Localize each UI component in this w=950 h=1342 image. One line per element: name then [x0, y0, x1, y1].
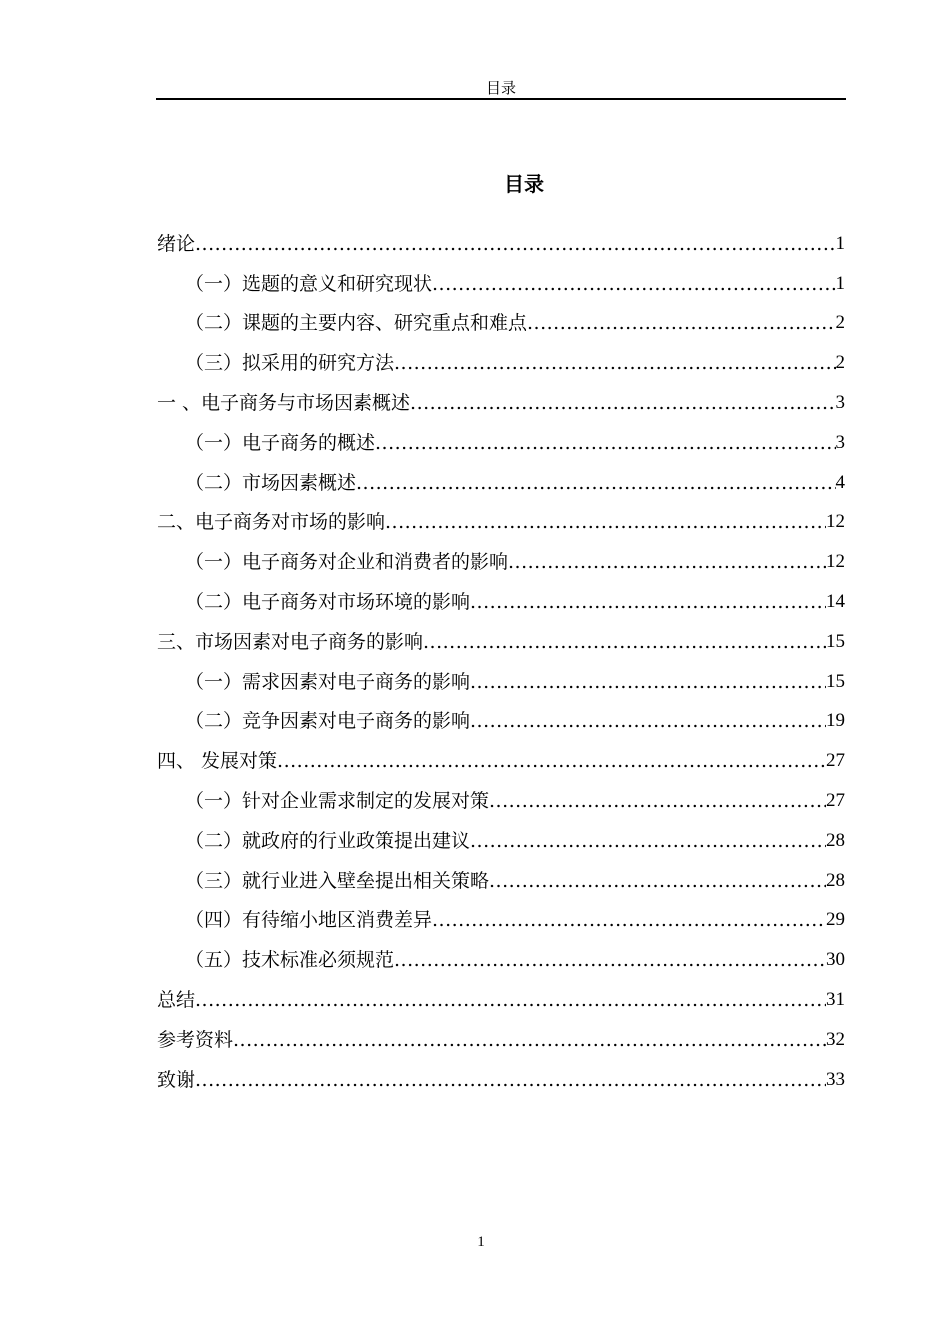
toc-entry-text: （二）市场因素概述	[185, 471, 357, 494]
toc-entry-text: 参考资料	[157, 1028, 234, 1051]
toc-entry[interactable]	[157, 777, 845, 817]
toc-list	[157, 220, 845, 1096]
toc-entry-text: （二）就政府的行业政策提出建议	[185, 829, 471, 852]
toc-entry-text: （二）竞争因素对电子商务的影响	[185, 710, 471, 733]
toc-entry-page: 2	[835, 352, 845, 374]
toc-entry-page: 4	[835, 471, 845, 493]
toc-entry-page: 15	[826, 630, 845, 652]
toc-dot-leader	[385, 509, 826, 538]
toc-entry[interactable]	[157, 737, 845, 777]
toc-entry-text: （一）针对企业需求制定的发展对策	[185, 789, 490, 812]
toc-entry[interactable]	[157, 260, 845, 300]
toc-entry[interactable]	[157, 897, 845, 937]
toc-dot-leader	[489, 788, 826, 817]
toc-entry-text: 绪论	[157, 232, 196, 255]
toc-dot-leader	[356, 470, 835, 499]
toc-entry-page: 12	[826, 551, 845, 573]
toc-entry-page: 15	[826, 670, 845, 692]
toc-entry[interactable]	[157, 499, 845, 539]
toc-entry-page: 14	[826, 590, 845, 612]
toc-dot-leader	[432, 907, 826, 936]
toc-entry-page: 1	[835, 272, 845, 294]
toc-dot-leader	[527, 310, 835, 339]
toc-entry-page: 32	[826, 1028, 845, 1050]
toc-entry[interactable]	[157, 379, 845, 419]
toc-dot-leader	[489, 868, 826, 897]
toc-dot-leader	[470, 589, 826, 618]
toc-dot-leader	[470, 669, 826, 698]
toc-entry-text: （一）电子商务对企业和消费者的影响	[185, 551, 509, 574]
toc-entry-page: 28	[826, 829, 845, 851]
toc-dot-leader	[470, 708, 826, 737]
toc-dot-leader	[508, 549, 826, 578]
toc-title: 目录	[504, 172, 544, 196]
toc-entry-text: （四）有待缩小地区消费差异	[185, 909, 433, 932]
toc-entry[interactable]	[157, 658, 845, 698]
toc-entry-page: 3	[835, 431, 845, 453]
toc-entry-page: 27	[826, 789, 845, 811]
toc-entry[interactable]	[157, 339, 845, 379]
toc-entry-text: 四、 发展对策	[157, 750, 278, 773]
toc-dot-leader	[195, 987, 826, 1016]
toc-entry[interactable]	[157, 698, 845, 738]
toc-entry[interactable]	[157, 618, 845, 658]
toc-entry[interactable]	[157, 578, 845, 618]
toc-entry-page: 1	[835, 232, 845, 254]
toc-entry-page: 27	[826, 750, 845, 772]
toc-entry-text: 二、电子商务对市场的影响	[157, 511, 386, 534]
toc-entry-text: 三、市场因素对电子商务的影响	[157, 630, 424, 653]
toc-dot-leader	[410, 390, 835, 419]
toc-entry[interactable]	[157, 220, 845, 260]
toc-dot-leader	[195, 231, 835, 260]
toc-entry[interactable]	[157, 459, 845, 499]
toc-dot-leader	[394, 947, 826, 976]
toc-entry-text: 总结	[157, 988, 196, 1011]
toc-entry-page: 19	[826, 710, 845, 732]
toc-entry-page: 3	[835, 391, 845, 413]
toc-dot-leader	[423, 629, 826, 658]
header-rule	[156, 98, 846, 100]
toc-entry-text: 致谢	[157, 1068, 196, 1091]
toc-entry-text: （一）需求因素对电子商务的影响	[185, 670, 471, 693]
toc-entry-text: （二）课题的主要内容、研究重点和难点	[185, 312, 528, 335]
toc-entry-page: 33	[826, 1068, 845, 1090]
toc-dot-leader	[394, 350, 835, 379]
toc-entry[interactable]	[157, 1016, 845, 1056]
toc-entry[interactable]	[157, 817, 845, 857]
toc-entry-text: （一）选题的意义和研究现状	[185, 272, 433, 295]
toc-entry-text: （三）就行业进入壁垒提出相关策略	[185, 869, 490, 892]
toc-entry-page: 2	[835, 312, 845, 334]
toc-entry[interactable]	[157, 300, 845, 340]
toc-entry[interactable]	[157, 1056, 845, 1096]
toc-dot-leader	[195, 1067, 826, 1096]
toc-entry-page: 30	[826, 949, 845, 971]
toc-entry-text: （五）技术标准必须规范	[185, 949, 395, 972]
toc-dot-leader	[233, 1027, 826, 1056]
toc-entry-text: （三）拟采用的研究方法	[185, 352, 395, 375]
toc-entry-page: 31	[826, 988, 845, 1010]
toc-entry-text: （一）电子商务的概述	[185, 431, 376, 454]
toc-entry[interactable]	[157, 857, 845, 897]
toc-dot-leader	[432, 271, 835, 300]
toc-dot-leader	[470, 828, 826, 857]
toc-dot-leader	[277, 748, 826, 777]
page-number: 1	[477, 1234, 485, 1250]
toc-dot-leader	[375, 430, 835, 459]
toc-entry[interactable]	[157, 419, 845, 459]
toc-entry[interactable]	[157, 976, 845, 1016]
toc-entry-text: 一 、电子商务与市场因素概述	[157, 391, 411, 414]
toc-entry-page: 28	[826, 869, 845, 891]
toc-entry[interactable]	[157, 538, 845, 578]
toc-entry-page: 29	[826, 909, 845, 931]
running-header: 目录	[485, 79, 516, 97]
toc-entry[interactable]	[157, 936, 845, 976]
toc-entry-text: （二）电子商务对市场环境的影响	[185, 590, 471, 613]
toc-entry-page: 12	[826, 511, 845, 533]
